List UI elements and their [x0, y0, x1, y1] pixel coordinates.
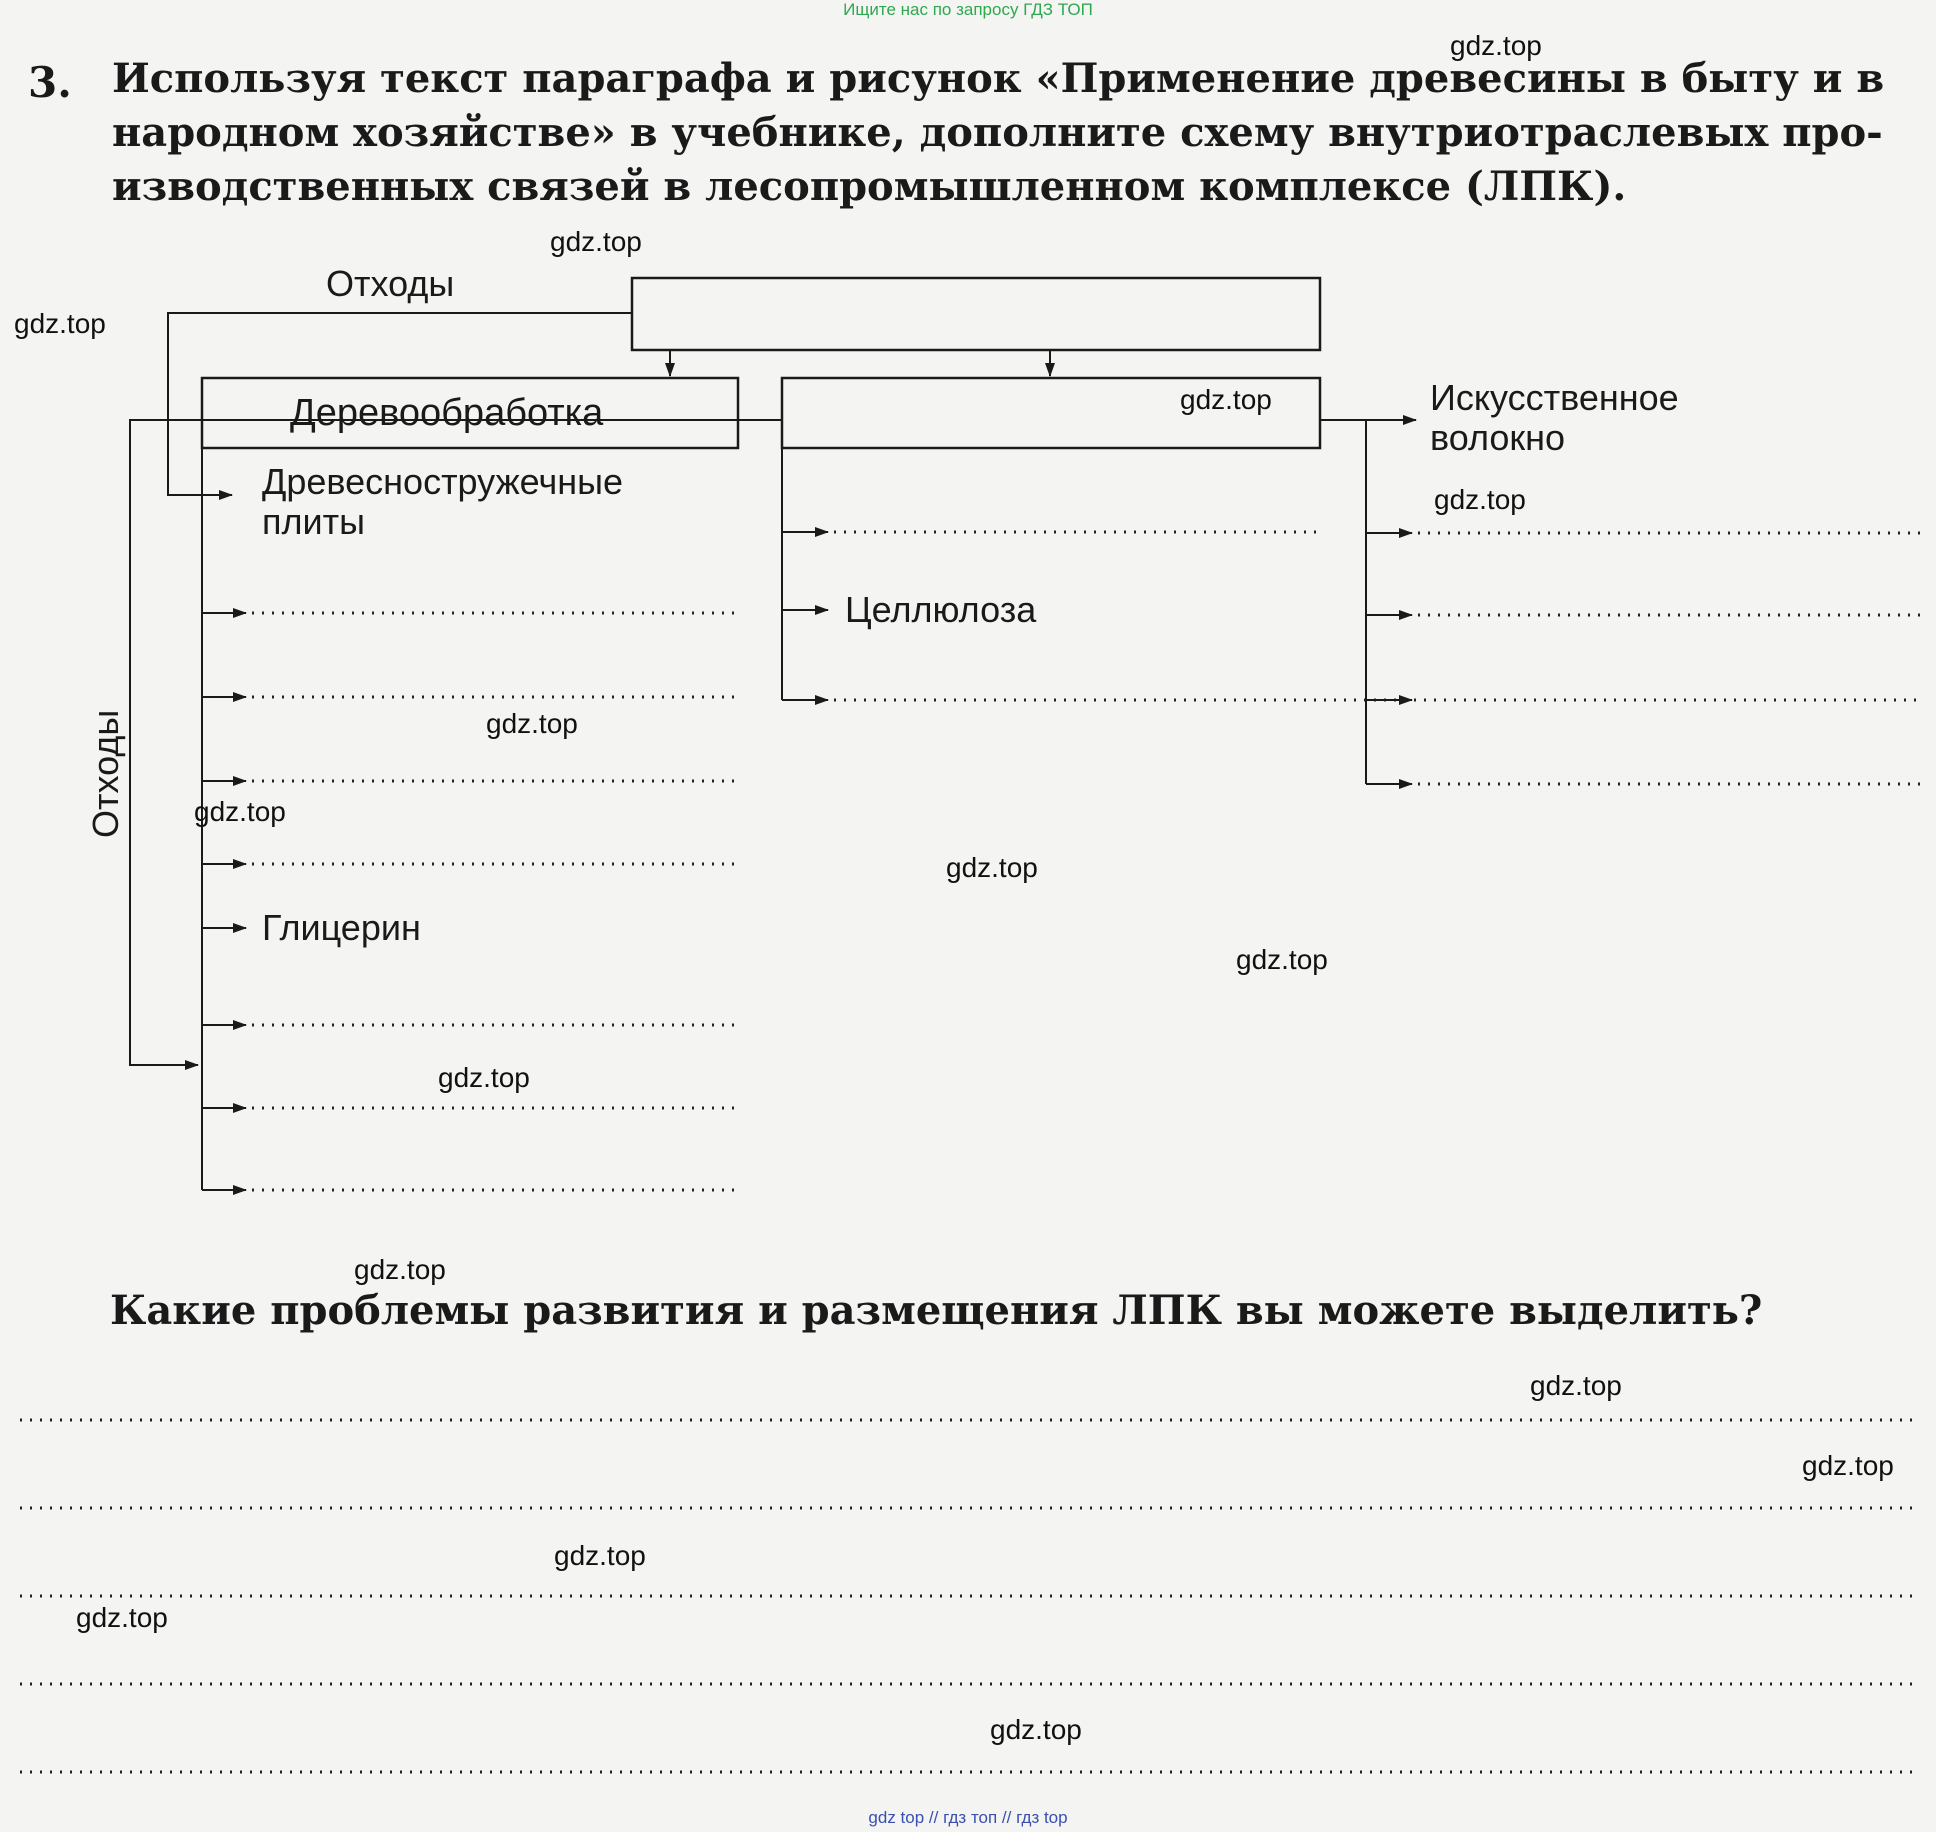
chipboard-label-1: Древесностружечные — [262, 461, 624, 502]
task-line-3: изводственных связей в лесопромышленном комплексе (ЛПК). — [112, 163, 1627, 210]
watermark: gdz.top — [990, 1714, 1082, 1745]
watermark: gdz.top — [438, 1062, 530, 1093]
glycerin-label: Глицерин — [262, 907, 421, 948]
watermark: gdz.top — [554, 1540, 646, 1571]
watermark: gdz.top — [194, 796, 286, 827]
watermark: gdz.top — [550, 226, 642, 257]
cellulose-label: Целлюлоза — [845, 589, 1037, 630]
watermark: gdz.top — [354, 1254, 446, 1285]
search-hint-banner: Ищите нас по запросу ГДЗ ТОП — [843, 0, 1093, 19]
waste-label-side: Отходы — [85, 709, 126, 838]
watermark: gdz.top — [1434, 484, 1526, 515]
watermark: gdz.top — [1450, 30, 1542, 61]
task-line-1: Используя текст параграфа и рисунок «Применение древесины в быту и в — [112, 55, 1885, 102]
waste-label-top: Отходы — [326, 263, 455, 304]
watermark: gdz.top — [946, 852, 1038, 883]
task-number: 3. — [28, 58, 72, 107]
watermark: gdz.top — [1236, 944, 1328, 975]
footer-links: gdz top // гдз топ // гдз top — [868, 1808, 1068, 1827]
task-line-2: народном хозяйстве» в учебнике, дополните схему внутриотраслевых про- — [112, 109, 1883, 156]
question-text: Какие проблемы развития и размещения ЛПК вы можете выделить? — [110, 1287, 1763, 1334]
watermark: gdz.top — [1180, 384, 1272, 415]
woodworking-label: Деревообработка — [290, 392, 604, 434]
fiber-label-2: волокно — [1430, 417, 1566, 458]
top-empty-box — [632, 278, 1320, 350]
watermark: gdz.top — [1802, 1450, 1894, 1481]
chipboard-label-2: плиты — [262, 501, 365, 542]
watermark: gdz.top — [1530, 1370, 1622, 1401]
fiber-label-1: Искусственное — [1430, 377, 1679, 418]
watermark: gdz.top — [76, 1602, 168, 1633]
watermark: gdz.top — [486, 708, 578, 739]
waste-line-side — [130, 420, 782, 1065]
watermark: gdz.top — [14, 308, 106, 339]
